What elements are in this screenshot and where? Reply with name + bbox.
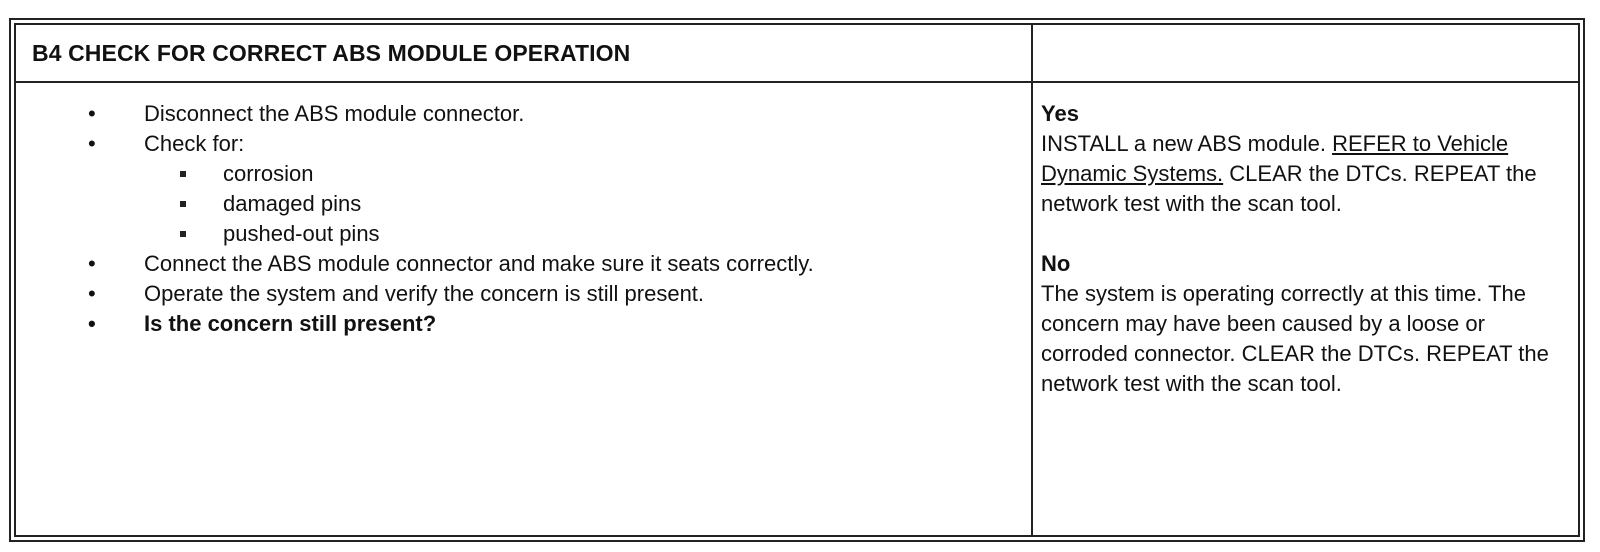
action-list — [16, 99, 1021, 339]
result-spacer — [1041, 219, 1570, 249]
step-title-cell — [15, 24, 1032, 82]
action-text: Operate the system and verify the concern is still present. — [144, 281, 705, 306]
diagnostic-step-table — [14, 23, 1580, 537]
action-item — [16, 99, 1021, 129]
yes-text-before: INSTALL a new ABS module. — [1041, 131, 1326, 156]
action-item — [16, 129, 1021, 249]
question-item — [16, 309, 1021, 339]
yes-text-after: CLEAR the DTCs. REPEAT the network test with the scan tool. — [1041, 161, 1537, 216]
check-item: pushed-out pins — [16, 219, 1021, 249]
step-header-row — [15, 24, 1579, 82]
check-item: corrosion — [16, 159, 1021, 189]
action-item — [16, 279, 1021, 309]
action-text: Connect the ABS module connector and make sure it seats correctly. — [144, 251, 814, 276]
refer-link[interactable]: REFER to Vehicle Dynamic Systems. — [1041, 131, 1509, 186]
results-container — [1033, 83, 1578, 399]
action-text: Check for: — [144, 131, 245, 156]
actions-cell — [15, 82, 1032, 536]
no-result-text: The system is operating correctly at this time. The concern may have been caused by a loose or corroded connector. CLEAR the DTCs. REPEAT the network test with the scan tool. — [1041, 281, 1549, 396]
no-label: No — [1041, 251, 1071, 276]
yes-label: Yes — [1041, 101, 1079, 126]
action-text: Disconnect the ABS module connector. — [144, 101, 525, 126]
action-item — [16, 249, 1021, 279]
question-text: Is the concern still present? — [144, 311, 437, 336]
procedure-frame — [9, 18, 1585, 542]
actions-list-container — [16, 83, 1031, 339]
result-header-cell — [1032, 24, 1579, 82]
yes-result-text — [1041, 129, 1570, 219]
check-item: damaged pins — [16, 189, 1021, 219]
results-cell — [1032, 82, 1579, 536]
check-list — [144, 159, 1021, 249]
step-body-row — [15, 82, 1579, 536]
step-title: B4 CHECK FOR CORRECT ABS MODULE OPERATION — [32, 39, 631, 66]
